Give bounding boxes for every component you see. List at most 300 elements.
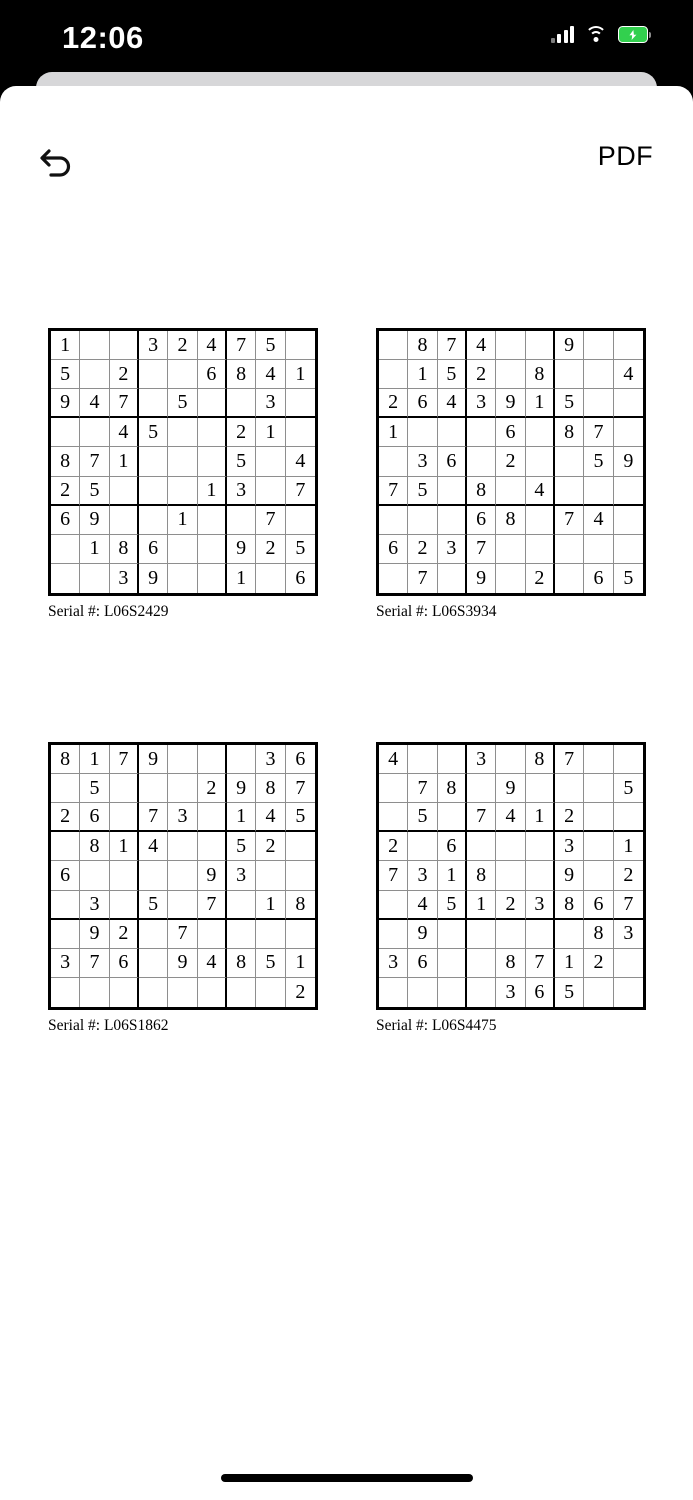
sudoku-cell[interactable]: 7 bbox=[555, 506, 584, 535]
sudoku-cell[interactable]: 5 bbox=[408, 477, 437, 506]
sudoku-cell[interactable]: 2 bbox=[496, 447, 525, 476]
sudoku-cell[interactable]: 2 bbox=[51, 477, 80, 506]
sudoku-cell[interactable]: 4 bbox=[198, 949, 227, 978]
sudoku-cell[interactable]: 4 bbox=[408, 891, 437, 920]
sudoku-cell[interactable] bbox=[168, 832, 197, 861]
sudoku-cell[interactable]: 6 bbox=[110, 949, 139, 978]
sudoku-cell[interactable] bbox=[139, 506, 168, 535]
sudoku-cell[interactable] bbox=[496, 920, 525, 949]
sudoku-cell[interactable] bbox=[584, 745, 613, 774]
sudoku-cell[interactable]: 3 bbox=[526, 891, 555, 920]
sudoku-cell[interactable]: 8 bbox=[408, 331, 437, 360]
sudoku-cell[interactable] bbox=[227, 891, 256, 920]
sudoku-cell[interactable]: 1 bbox=[51, 331, 80, 360]
sudoku-cell[interactable] bbox=[286, 331, 315, 360]
sudoku-cell[interactable]: 5 bbox=[286, 535, 315, 564]
sudoku-cell[interactable] bbox=[555, 774, 584, 803]
sudoku-cell[interactable]: 9 bbox=[139, 745, 168, 774]
sudoku-cell[interactable]: 2 bbox=[256, 832, 285, 861]
sudoku-cell[interactable]: 7 bbox=[379, 477, 408, 506]
sudoku-cell[interactable]: 2 bbox=[467, 360, 496, 389]
sudoku-cell[interactable]: 8 bbox=[526, 360, 555, 389]
sudoku-cell[interactable]: 4 bbox=[526, 477, 555, 506]
sudoku-cell[interactable] bbox=[139, 949, 168, 978]
sudoku-cell[interactable]: 6 bbox=[286, 745, 315, 774]
sudoku-cell[interactable] bbox=[408, 978, 437, 1007]
sudoku-cell[interactable] bbox=[227, 506, 256, 535]
sudoku-cell[interactable] bbox=[526, 506, 555, 535]
sudoku-cell[interactable] bbox=[467, 978, 496, 1007]
sudoku-cell[interactable] bbox=[286, 506, 315, 535]
sudoku-cell[interactable] bbox=[139, 389, 168, 418]
sudoku-cell[interactable] bbox=[198, 920, 227, 949]
sudoku-cell[interactable] bbox=[438, 745, 467, 774]
sudoku-cell[interactable]: 6 bbox=[467, 506, 496, 535]
sudoku-cell[interactable] bbox=[438, 920, 467, 949]
sudoku-cell[interactable]: 5 bbox=[438, 360, 467, 389]
sudoku-cell[interactable]: 8 bbox=[256, 774, 285, 803]
sudoku-cell[interactable]: 4 bbox=[496, 803, 525, 832]
sudoku-cell[interactable] bbox=[80, 564, 109, 593]
sudoku-cell[interactable] bbox=[496, 564, 525, 593]
sudoku-cell[interactable] bbox=[379, 506, 408, 535]
sudoku-cell[interactable] bbox=[256, 447, 285, 476]
sudoku-cell[interactable] bbox=[555, 360, 584, 389]
sudoku-cell[interactable] bbox=[526, 774, 555, 803]
sudoku-cell[interactable] bbox=[168, 564, 197, 593]
sudoku-cell[interactable]: 7 bbox=[286, 774, 315, 803]
sudoku-cell[interactable]: 5 bbox=[227, 832, 256, 861]
sudoku-cell[interactable] bbox=[198, 745, 227, 774]
sudoku-cell[interactable] bbox=[80, 861, 109, 890]
sudoku-cell[interactable]: 8 bbox=[555, 891, 584, 920]
sudoku-cell[interactable] bbox=[379, 564, 408, 593]
sudoku-cell[interactable] bbox=[584, 861, 613, 890]
sudoku-cell[interactable]: 8 bbox=[227, 949, 256, 978]
sudoku-cell[interactable] bbox=[584, 774, 613, 803]
sudoku-cell[interactable]: 6 bbox=[438, 832, 467, 861]
sudoku-cell[interactable] bbox=[110, 803, 139, 832]
sudoku-cell[interactable]: 7 bbox=[408, 774, 437, 803]
sudoku-cell[interactable] bbox=[168, 891, 197, 920]
sudoku-cell[interactable]: 1 bbox=[80, 535, 109, 564]
sudoku-cell[interactable]: 8 bbox=[467, 477, 496, 506]
sudoku-cell[interactable] bbox=[496, 477, 525, 506]
sudoku-cell[interactable] bbox=[227, 389, 256, 418]
sudoku-cell[interactable]: 3 bbox=[438, 535, 467, 564]
sudoku-cell[interactable] bbox=[438, 564, 467, 593]
sudoku-cell[interactable]: 5 bbox=[227, 447, 256, 476]
sudoku-cell[interactable] bbox=[286, 861, 315, 890]
sudoku-cell[interactable]: 9 bbox=[408, 920, 437, 949]
sudoku-cell[interactable]: 3 bbox=[227, 477, 256, 506]
sudoku-cell[interactable]: 5 bbox=[555, 978, 584, 1007]
sudoku-cell[interactable] bbox=[496, 745, 525, 774]
sudoku-cell[interactable]: 1 bbox=[379, 418, 408, 447]
sudoku-cell[interactable]: 4 bbox=[198, 331, 227, 360]
sudoku-cell[interactable]: 5 bbox=[80, 774, 109, 803]
sudoku-cell[interactable]: 3 bbox=[408, 447, 437, 476]
sudoku-cell[interactable] bbox=[227, 920, 256, 949]
sudoku-cell[interactable]: 2 bbox=[408, 535, 437, 564]
sudoku-cell[interactable]: 3 bbox=[80, 891, 109, 920]
sudoku-cell[interactable]: 1 bbox=[80, 745, 109, 774]
sudoku-cell[interactable]: 4 bbox=[139, 832, 168, 861]
sudoku-cell[interactable] bbox=[286, 920, 315, 949]
sudoku-cell[interactable]: 9 bbox=[614, 447, 643, 476]
sudoku-cell[interactable]: 3 bbox=[256, 389, 285, 418]
sudoku-cell[interactable] bbox=[438, 978, 467, 1007]
sudoku-cell[interactable]: 8 bbox=[438, 774, 467, 803]
sudoku-cell[interactable]: 6 bbox=[408, 389, 437, 418]
sudoku-cell[interactable] bbox=[168, 774, 197, 803]
sudoku-cell[interactable]: 9 bbox=[80, 506, 109, 535]
sudoku-grid-2[interactable] bbox=[376, 328, 646, 596]
sudoku-cell[interactable] bbox=[438, 418, 467, 447]
sudoku-cell[interactable] bbox=[139, 920, 168, 949]
sudoku-cell[interactable]: 9 bbox=[198, 861, 227, 890]
sudoku-cell[interactable]: 4 bbox=[286, 447, 315, 476]
sudoku-cell[interactable] bbox=[555, 535, 584, 564]
sudoku-cell[interactable]: 8 bbox=[51, 745, 80, 774]
sudoku-cell[interactable]: 7 bbox=[467, 535, 496, 564]
sudoku-cell[interactable] bbox=[110, 506, 139, 535]
sudoku-cell[interactable]: 3 bbox=[110, 564, 139, 593]
sudoku-cell[interactable] bbox=[467, 920, 496, 949]
sudoku-cell[interactable]: 2 bbox=[584, 949, 613, 978]
sudoku-cell[interactable]: 2 bbox=[555, 803, 584, 832]
sudoku-cell[interactable]: 4 bbox=[110, 418, 139, 447]
sudoku-cell[interactable] bbox=[51, 564, 80, 593]
sudoku-cell[interactable]: 2 bbox=[614, 861, 643, 890]
sudoku-cell[interactable] bbox=[614, 745, 643, 774]
sudoku-cell[interactable]: 7 bbox=[438, 331, 467, 360]
sudoku-cell[interactable]: 7 bbox=[286, 477, 315, 506]
sudoku-cell[interactable]: 7 bbox=[139, 803, 168, 832]
sudoku-cell[interactable] bbox=[467, 418, 496, 447]
sudoku-cell[interactable] bbox=[526, 832, 555, 861]
sudoku-cell[interactable]: 8 bbox=[467, 861, 496, 890]
sudoku-cell[interactable] bbox=[408, 418, 437, 447]
sudoku-cell[interactable]: 8 bbox=[496, 506, 525, 535]
sudoku-cell[interactable]: 9 bbox=[496, 774, 525, 803]
sudoku-cell[interactable] bbox=[110, 891, 139, 920]
sudoku-cell[interactable] bbox=[51, 418, 80, 447]
sudoku-cell[interactable]: 5 bbox=[168, 389, 197, 418]
sudoku-cell[interactable]: 2 bbox=[110, 920, 139, 949]
sudoku-cell[interactable]: 6 bbox=[584, 891, 613, 920]
sudoku-cell[interactable]: 1 bbox=[227, 564, 256, 593]
sudoku-cell[interactable] bbox=[139, 477, 168, 506]
sudoku-cell[interactable] bbox=[526, 331, 555, 360]
sudoku-cell[interactable]: 1 bbox=[467, 891, 496, 920]
sudoku-cell[interactable] bbox=[496, 861, 525, 890]
sudoku-cell[interactable] bbox=[139, 774, 168, 803]
sudoku-cell[interactable] bbox=[408, 506, 437, 535]
sudoku-cell[interactable]: 7 bbox=[614, 891, 643, 920]
sudoku-cell[interactable] bbox=[496, 535, 525, 564]
sudoku-cell[interactable] bbox=[379, 803, 408, 832]
sudoku-cell[interactable] bbox=[139, 861, 168, 890]
sudoku-cell[interactable]: 5 bbox=[51, 360, 80, 389]
sudoku-cell[interactable]: 7 bbox=[80, 949, 109, 978]
sudoku-cell[interactable] bbox=[438, 506, 467, 535]
sudoku-cell[interactable]: 1 bbox=[256, 418, 285, 447]
sudoku-cell[interactable]: 2 bbox=[227, 418, 256, 447]
sudoku-cell[interactable]: 5 bbox=[286, 803, 315, 832]
sudoku-cell[interactable] bbox=[379, 891, 408, 920]
sudoku-cell[interactable] bbox=[496, 832, 525, 861]
sudoku-cell[interactable] bbox=[256, 978, 285, 1007]
sudoku-cell[interactable]: 3 bbox=[168, 803, 197, 832]
sudoku-cell[interactable]: 6 bbox=[198, 360, 227, 389]
sudoku-cell[interactable] bbox=[110, 774, 139, 803]
sudoku-cell[interactable] bbox=[110, 978, 139, 1007]
sudoku-cell[interactable] bbox=[198, 447, 227, 476]
sudoku-cell[interactable]: 9 bbox=[555, 331, 584, 360]
sudoku-cell[interactable]: 9 bbox=[51, 389, 80, 418]
sudoku-cell[interactable] bbox=[496, 331, 525, 360]
sudoku-cell[interactable] bbox=[584, 832, 613, 861]
sudoku-cell[interactable]: 9 bbox=[555, 861, 584, 890]
sudoku-cell[interactable]: 1 bbox=[408, 360, 437, 389]
sudoku-cell[interactable] bbox=[168, 477, 197, 506]
sudoku-cell[interactable] bbox=[438, 477, 467, 506]
sudoku-cell[interactable]: 1 bbox=[286, 360, 315, 389]
sudoku-cell[interactable] bbox=[198, 389, 227, 418]
sudoku-cell[interactable] bbox=[467, 949, 496, 978]
sudoku-cell[interactable]: 1 bbox=[438, 861, 467, 890]
sudoku-cell[interactable] bbox=[51, 535, 80, 564]
sudoku-cell[interactable]: 1 bbox=[110, 832, 139, 861]
sudoku-cell[interactable] bbox=[80, 331, 109, 360]
sudoku-cell[interactable] bbox=[438, 949, 467, 978]
sudoku-cell[interactable] bbox=[51, 978, 80, 1007]
sudoku-cell[interactable]: 3 bbox=[379, 949, 408, 978]
sudoku-cell[interactable] bbox=[584, 477, 613, 506]
sudoku-cell[interactable]: 7 bbox=[227, 331, 256, 360]
sudoku-cell[interactable]: 7 bbox=[168, 920, 197, 949]
sudoku-cell[interactable] bbox=[526, 920, 555, 949]
sudoku-cell[interactable]: 4 bbox=[379, 745, 408, 774]
sudoku-cell[interactable] bbox=[110, 477, 139, 506]
sudoku-cell[interactable]: 2 bbox=[496, 891, 525, 920]
sudoku-cell[interactable]: 3 bbox=[256, 745, 285, 774]
sudoku-cell[interactable]: 1 bbox=[286, 949, 315, 978]
sudoku-cell[interactable]: 9 bbox=[139, 564, 168, 593]
sudoku-cell[interactable]: 3 bbox=[408, 861, 437, 890]
sudoku-cell[interactable]: 7 bbox=[110, 389, 139, 418]
sudoku-cell[interactable]: 6 bbox=[438, 447, 467, 476]
sudoku-cell[interactable]: 5 bbox=[139, 418, 168, 447]
sudoku-cell[interactable] bbox=[286, 418, 315, 447]
sudoku-cell[interactable] bbox=[198, 564, 227, 593]
sudoku-cell[interactable]: 9 bbox=[227, 774, 256, 803]
sudoku-cell[interactable] bbox=[168, 447, 197, 476]
sudoku-cell[interactable]: 8 bbox=[110, 535, 139, 564]
sudoku-cell[interactable] bbox=[168, 418, 197, 447]
sudoku-cell[interactable] bbox=[526, 535, 555, 564]
sudoku-cell[interactable] bbox=[51, 832, 80, 861]
sudoku-cell[interactable] bbox=[168, 535, 197, 564]
sudoku-cell[interactable]: 5 bbox=[80, 477, 109, 506]
sudoku-cell[interactable] bbox=[286, 389, 315, 418]
sudoku-cell[interactable]: 4 bbox=[256, 360, 285, 389]
sudoku-cell[interactable]: 8 bbox=[526, 745, 555, 774]
sudoku-cell[interactable] bbox=[198, 803, 227, 832]
sudoku-cell[interactable]: 8 bbox=[51, 447, 80, 476]
sudoku-cell[interactable]: 3 bbox=[139, 331, 168, 360]
sudoku-cell[interactable]: 4 bbox=[438, 389, 467, 418]
sudoku-cell[interactable]: 1 bbox=[526, 389, 555, 418]
sudoku-cell[interactable]: 1 bbox=[555, 949, 584, 978]
sudoku-cell[interactable] bbox=[614, 949, 643, 978]
sudoku-cell[interactable] bbox=[555, 564, 584, 593]
sudoku-cell[interactable] bbox=[168, 978, 197, 1007]
sudoku-cell[interactable]: 6 bbox=[408, 949, 437, 978]
sudoku-cell[interactable] bbox=[198, 506, 227, 535]
sudoku-cell[interactable] bbox=[139, 360, 168, 389]
sudoku-cell[interactable] bbox=[555, 477, 584, 506]
sudoku-cell[interactable]: 6 bbox=[139, 535, 168, 564]
sudoku-cell[interactable] bbox=[379, 360, 408, 389]
sudoku-cell[interactable] bbox=[584, 389, 613, 418]
sudoku-cell[interactable]: 7 bbox=[379, 861, 408, 890]
sudoku-cell[interactable]: 1 bbox=[256, 891, 285, 920]
sudoku-cell[interactable]: 2 bbox=[379, 832, 408, 861]
sudoku-cell[interactable] bbox=[614, 331, 643, 360]
sudoku-cell[interactable] bbox=[614, 803, 643, 832]
sudoku-cell[interactable] bbox=[526, 447, 555, 476]
sudoku-cell[interactable]: 8 bbox=[80, 832, 109, 861]
sudoku-cell[interactable] bbox=[467, 832, 496, 861]
sudoku-cell[interactable]: 7 bbox=[526, 949, 555, 978]
sudoku-cell[interactable] bbox=[198, 418, 227, 447]
sudoku-cell[interactable] bbox=[408, 745, 437, 774]
sudoku-cell[interactable] bbox=[614, 506, 643, 535]
sudoku-cell[interactable] bbox=[526, 861, 555, 890]
sudoku-cell[interactable] bbox=[379, 447, 408, 476]
pdf-button[interactable]: PDF bbox=[597, 141, 653, 171]
sudoku-cell[interactable]: 9 bbox=[496, 389, 525, 418]
sudoku-cell[interactable] bbox=[408, 832, 437, 861]
sudoku-cell[interactable] bbox=[168, 360, 197, 389]
sudoku-cell[interactable]: 6 bbox=[80, 803, 109, 832]
sudoku-cell[interactable] bbox=[584, 978, 613, 1007]
sudoku-cell[interactable] bbox=[256, 564, 285, 593]
sudoku-cell[interactable] bbox=[614, 477, 643, 506]
sudoku-cell[interactable]: 3 bbox=[227, 861, 256, 890]
sudoku-cell[interactable] bbox=[614, 418, 643, 447]
sudoku-cell[interactable]: 4 bbox=[614, 360, 643, 389]
sudoku-cell[interactable] bbox=[168, 861, 197, 890]
sudoku-cell[interactable]: 3 bbox=[467, 389, 496, 418]
sudoku-cell[interactable]: 3 bbox=[496, 978, 525, 1007]
sudoku-cell[interactable] bbox=[80, 418, 109, 447]
sudoku-cell[interactable] bbox=[80, 360, 109, 389]
sudoku-cell[interactable]: 5 bbox=[614, 774, 643, 803]
sudoku-cell[interactable] bbox=[139, 978, 168, 1007]
sudoku-cell[interactable]: 6 bbox=[51, 861, 80, 890]
sudoku-cell[interactable] bbox=[526, 418, 555, 447]
sudoku-cell[interactable]: 6 bbox=[295, 566, 306, 589]
sudoku-cell[interactable]: 9 bbox=[467, 564, 496, 593]
sudoku-cell[interactable]: 2 bbox=[168, 331, 197, 360]
sudoku-cell[interactable] bbox=[379, 978, 408, 1007]
sudoku-cell[interactable]: 4 bbox=[80, 389, 109, 418]
sudoku-cell[interactable] bbox=[227, 745, 256, 774]
sudoku-cell[interactable] bbox=[256, 920, 285, 949]
sudoku-cell[interactable]: 5 bbox=[256, 949, 285, 978]
sudoku-cell[interactable]: 2 bbox=[526, 564, 555, 593]
sudoku-cell[interactable] bbox=[198, 832, 227, 861]
sudoku-cell[interactable] bbox=[379, 331, 408, 360]
sudoku-cell[interactable]: 5 bbox=[408, 803, 437, 832]
sudoku-cell[interactable]: 3 bbox=[467, 745, 496, 774]
sudoku-cell[interactable] bbox=[467, 447, 496, 476]
sudoku-cell[interactable]: 7 bbox=[256, 506, 285, 535]
sudoku-cell[interactable] bbox=[555, 920, 584, 949]
sudoku-grid-4[interactable] bbox=[376, 742, 646, 1010]
sudoku-cell[interactable] bbox=[80, 978, 109, 1007]
sudoku-grid-3[interactable] bbox=[48, 742, 318, 1010]
sudoku-cell[interactable]: 1 bbox=[526, 803, 555, 832]
sudoku-cell[interactable]: 4 bbox=[584, 506, 613, 535]
sudoku-cell[interactable] bbox=[198, 535, 227, 564]
sudoku-cell[interactable] bbox=[614, 535, 643, 564]
sudoku-cell[interactable]: 7 bbox=[467, 803, 496, 832]
sudoku-cell[interactable] bbox=[584, 535, 613, 564]
sudoku-cell[interactable] bbox=[379, 774, 408, 803]
sudoku-cell[interactable] bbox=[438, 803, 467, 832]
sudoku-cell[interactable]: 3 bbox=[51, 949, 80, 978]
sudoku-cell[interactable]: 8 bbox=[286, 891, 315, 920]
sudoku-cell[interactable]: 6 bbox=[51, 506, 80, 535]
sudoku-cell[interactable]: 5 bbox=[256, 331, 285, 360]
sudoku-cell[interactable] bbox=[168, 745, 197, 774]
sudoku-grid-1[interactable] bbox=[48, 328, 318, 596]
sudoku-cell[interactable] bbox=[614, 389, 643, 418]
sudoku-cell[interactable]: 4 bbox=[256, 803, 285, 832]
sudoku-cell[interactable]: 2 bbox=[198, 774, 227, 803]
sudoku-cell[interactable]: 5 bbox=[623, 566, 634, 589]
sudoku-cell[interactable]: 6 bbox=[496, 418, 525, 447]
sudoku-cell[interactable]: 1 bbox=[614, 832, 643, 861]
sudoku-cell[interactable]: 7 bbox=[408, 564, 437, 593]
sudoku-cell[interactable]: 2 bbox=[295, 980, 306, 1003]
sudoku-cell[interactable] bbox=[584, 360, 613, 389]
sudoku-cell[interactable]: 1 bbox=[227, 803, 256, 832]
sudoku-cell[interactable]: 3 bbox=[555, 832, 584, 861]
sudoku-cell[interactable] bbox=[555, 447, 584, 476]
sudoku-cell[interactable]: 7 bbox=[80, 447, 109, 476]
sudoku-cell[interactable] bbox=[51, 891, 80, 920]
sudoku-cell[interactable]: 6 bbox=[379, 535, 408, 564]
sudoku-cell[interactable]: 2 bbox=[110, 360, 139, 389]
sudoku-cell[interactable] bbox=[139, 447, 168, 476]
sudoku-cell[interactable] bbox=[496, 360, 525, 389]
sudoku-cell[interactable]: 7 bbox=[555, 745, 584, 774]
sudoku-cell[interactable] bbox=[584, 331, 613, 360]
sudoku-cell[interactable]: 8 bbox=[555, 418, 584, 447]
sudoku-cell[interactable] bbox=[379, 920, 408, 949]
sudoku-cell[interactable]: 6 bbox=[584, 564, 613, 593]
sudoku-cell[interactable] bbox=[198, 978, 227, 1007]
sudoku-cell[interactable]: 1 bbox=[198, 477, 227, 506]
sudoku-cell[interactable]: 8 bbox=[584, 920, 613, 949]
sudoku-cell[interactable] bbox=[51, 774, 80, 803]
sudoku-cell[interactable] bbox=[51, 920, 80, 949]
